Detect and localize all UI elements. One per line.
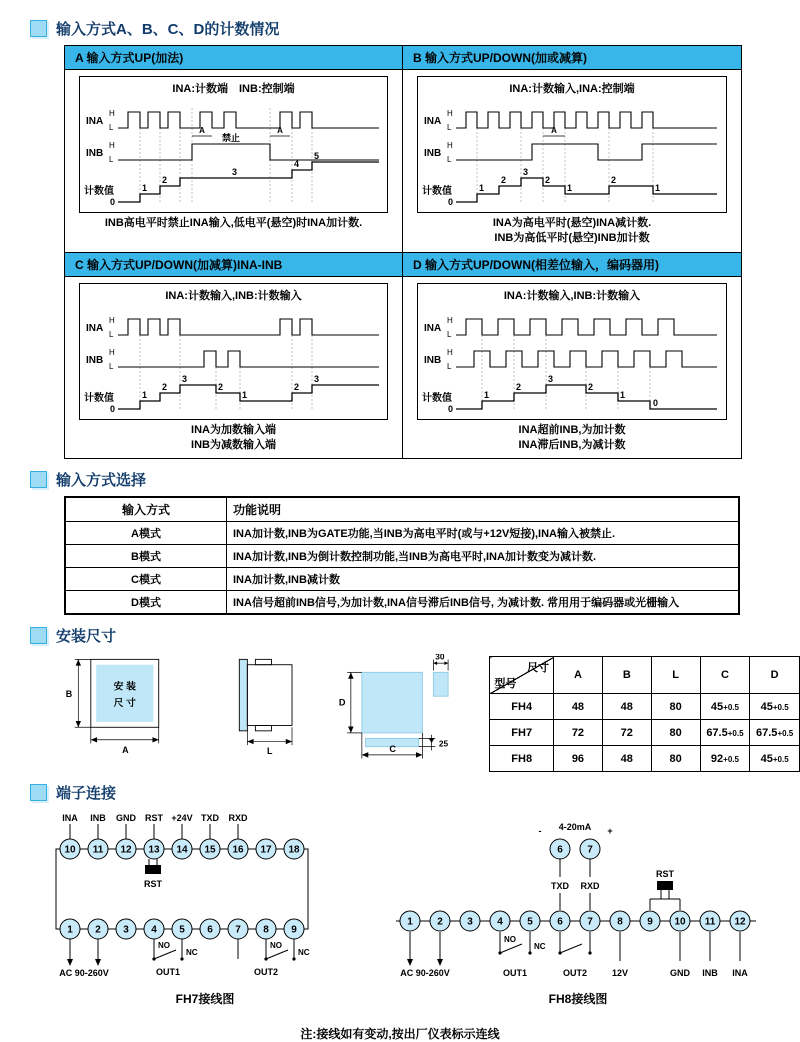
mode-description-cell: INA加计数,INB为GATE功能,当INB为高电平时(或与+12V短接),INA输入被禁止. [227, 522, 740, 545]
ina-waveform [118, 112, 379, 128]
rst-label: RST [144, 879, 162, 890]
terminal-number: 6 [557, 916, 563, 928]
count-label: 计数值 [422, 392, 452, 404]
nc-contact-label: NC [534, 942, 546, 952]
terminal-number: 14 [176, 844, 188, 856]
note-line: INB高电平时禁止INA输入,低电平(悬空)时INA加计数. [104, 217, 363, 229]
section-input-mode-select [30, 469, 800, 490]
panel-c-note [71, 423, 396, 453]
fh7-wiring-block [40, 809, 370, 1007]
dim-30-label: 30 [434, 654, 445, 662]
rst-label: RST [656, 869, 674, 880]
minus-label: - [538, 826, 542, 837]
dim-d-label: D [338, 697, 346, 708]
plus-label: + [607, 826, 613, 837]
count-label: 计数值 [422, 186, 452, 197]
out2-label: OUT2 [253, 967, 279, 978]
mode-table-row [65, 522, 739, 545]
fh8-caption: FH8接线图 [548, 992, 608, 1007]
count-values [110, 374, 319, 414]
count-step: 1 [620, 389, 626, 400]
width-mark-a: A [276, 126, 283, 135]
l-level-label: L [447, 329, 452, 339]
count-step: 3 [181, 373, 187, 384]
row-labels [422, 316, 453, 404]
terminal-number: 15 [204, 844, 216, 856]
count-step: 1 [655, 183, 661, 193]
section-title-text: 输入方式A、B、C、D的计数情况 [56, 21, 280, 38]
panel-a-diagram-box [79, 76, 388, 213]
panel-b-note [409, 216, 735, 246]
section-bullet-icon [30, 784, 47, 801]
ac-supply-label: AC 90-260V [400, 968, 450, 979]
mode-description-cell: INA加计数,INB为倒计数控制功能,当INB为高电平时,INA加计数变为减计数. [227, 545, 740, 568]
mode-table-row [65, 591, 739, 615]
dim-b-label: B [65, 689, 73, 700]
fh8-out1-wiring [498, 932, 545, 978]
count-step: 3 [523, 167, 529, 177]
col-header-b: B [602, 657, 651, 694]
count-step: 2 [588, 381, 594, 392]
ac-supply-label: AC 90-260V [59, 968, 109, 979]
inb-label: INB [424, 354, 442, 366]
inb-label: INB [702, 968, 718, 979]
count-step: 2 [217, 381, 223, 392]
dimension-d [339, 673, 362, 734]
inb-label: INB [85, 148, 103, 159]
model-name-cell: FH4 [490, 694, 554, 720]
count-step: 3 [313, 373, 319, 384]
terminal-number: 1 [67, 924, 73, 936]
terminal-number: 5 [179, 924, 185, 936]
panel-d-diagram-box [417, 283, 727, 420]
out2-label: OUT2 [562, 968, 588, 979]
count-step: 2 [516, 381, 522, 392]
mode-name-cell: A模式 [65, 522, 227, 545]
side-view-diagram [225, 654, 323, 757]
h-level-label: H [108, 315, 115, 325]
section-bullet-icon [30, 20, 47, 37]
terminal-number: 1 [407, 916, 413, 928]
ina-waveform [456, 112, 717, 128]
count-zero: 0 [448, 197, 454, 207]
terminal-number: 2 [437, 916, 443, 928]
terminal-number: 10 [64, 844, 76, 856]
txd-label: TXD [551, 881, 569, 892]
panel-c-subtitle: INA:计数输入,INB:计数输入 [165, 289, 302, 302]
dim-25-label: 25 [438, 740, 448, 750]
count-step: 2 [611, 175, 617, 185]
count-step: 2 [293, 381, 299, 392]
width-mark-a: A [551, 126, 557, 135]
terminal-label: RST [145, 813, 163, 824]
col-header-c: C [700, 657, 750, 694]
terminal-number: 3 [123, 924, 129, 936]
dashed-guides [140, 108, 312, 202]
model-name-cell: FH8 [490, 746, 554, 772]
section-title-text: 端子连接 [56, 785, 117, 803]
l-level-label: L [108, 361, 113, 371]
l-level-label: L [447, 123, 452, 132]
note-line: INB为减数输入端 [191, 438, 276, 451]
terminal-number: 10 [674, 916, 686, 928]
fh8-rst-button [650, 869, 680, 910]
dimension-value-cell: 96 [554, 746, 603, 772]
terminal-number: 7 [235, 924, 241, 936]
install-diagrams-row [64, 654, 800, 772]
ina-label: INA [424, 322, 442, 334]
dimension-a [91, 728, 159, 756]
h-level-label: H [108, 141, 115, 150]
dimension-header-row [490, 657, 800, 694]
section-counting-modes [30, 18, 800, 39]
panel-b-subtitle: INA:计数输入,INA:控制端 [509, 83, 635, 95]
gnd-label: GND [670, 968, 690, 979]
mode-description-cell: INA信号超前INB信号,为加计数,INA信号滞后INB信号, 为减计数. 常用用于编码器或光栅输入 [227, 591, 740, 615]
count-staircase [456, 178, 717, 202]
corner-bottom-label: 型号 [494, 678, 517, 691]
panel-b-diagram-box [417, 76, 727, 213]
terminal-number: 12 [734, 916, 746, 928]
out1-label: OUT1 [155, 967, 181, 978]
panel-mode-c [65, 253, 403, 459]
dimension-value-cell: 48 [554, 694, 603, 720]
count-values [448, 167, 660, 207]
dim-a-label: A [122, 745, 129, 756]
row-labels [84, 109, 115, 197]
count-step: 1 [141, 389, 147, 400]
panel-a-header: A 输入方式UP(加法) [65, 46, 402, 70]
inb-waveform [118, 144, 379, 160]
col-header-d: D [750, 657, 800, 694]
cutout-square [362, 673, 423, 734]
ina-label: INA [732, 968, 748, 979]
count-zero: 0 [448, 403, 454, 414]
section-terminal-wiring [30, 782, 800, 803]
count-zero: 0 [109, 197, 115, 207]
fh7-out2-wiring [238, 939, 310, 977]
dimension-value-cell: 72 [602, 720, 651, 746]
panel-a-note [71, 216, 396, 231]
mode-table-row [65, 545, 739, 568]
corner-cell [490, 657, 554, 694]
count-zero: 0 [109, 403, 115, 414]
terminal-number: 7 [587, 844, 593, 856]
description-column-header: 功能说明 [227, 497, 740, 522]
count-step: 2 [161, 175, 167, 185]
count-step: 2 [161, 381, 167, 392]
fh8-out2-wiring [558, 932, 591, 978]
fh8-serial-labels [551, 881, 600, 910]
dimension-table [489, 656, 800, 772]
corner-top-label: 尺寸 [527, 662, 550, 675]
section-title-text: 安装尺寸 [56, 628, 117, 646]
panel-a-subtitle: INA:计数端 INB:控制端 [172, 83, 295, 95]
count-step: 1 [241, 389, 247, 400]
dimension-value-cell: 48 [602, 746, 651, 772]
count-staircase [118, 385, 379, 409]
inb-waveform [118, 351, 379, 367]
cutout-tab [433, 673, 448, 697]
forbid-label: 禁止 [221, 133, 240, 143]
terminal-number: 2 [95, 924, 101, 936]
dimension-30 [433, 654, 448, 671]
mode-name-cell: C模式 [65, 568, 227, 591]
section-bullet-icon [30, 627, 47, 644]
dimension-value-tol-cell: 45+0.5 [750, 746, 800, 772]
fh8-loop-terminals [550, 839, 600, 859]
meter-body-outline [56, 849, 308, 929]
terminal-number: 9 [291, 924, 297, 936]
terminal-label: INA [62, 813, 78, 824]
footer-note: 注:接线如有变动,按出厂仪表标示连线 [300, 1027, 500, 1042]
dim-l-label: L [267, 746, 273, 757]
dimension-value-tol-cell: 67.5+0.5 [750, 720, 800, 746]
note-line: INB为高低平时(悬空)INB加计数 [494, 231, 650, 244]
fh7-caption: FH7接线图 [175, 992, 235, 1007]
panel-c-diagram-box [79, 283, 388, 420]
section-install-dimensions [30, 625, 800, 646]
nc-contact-label: NC [298, 948, 310, 958]
terminal-number: 11 [704, 916, 716, 928]
terminal-label: TXD [201, 813, 219, 824]
mode-table-header-row [65, 497, 739, 522]
terminal-number: 12 [120, 844, 132, 856]
dimension-value-cell: 80 [651, 746, 700, 772]
dashed-guides [140, 335, 312, 409]
install-label-1: 安 装 [113, 682, 136, 694]
terminal-number: 16 [232, 844, 244, 856]
fh7-rst-button [144, 859, 163, 889]
no-contact-label: NO [158, 941, 170, 951]
h-level-label: H [108, 109, 115, 118]
mode-description-cell: INA加计数,INB减计数 [227, 568, 740, 591]
terminal-number: 4 [497, 916, 503, 928]
annotations [192, 126, 290, 143]
terminal-number: 17 [260, 844, 272, 856]
h-level-label: H [447, 347, 453, 357]
no-contact-label: NO [504, 935, 516, 945]
mode-panels-grid [64, 45, 742, 459]
nc-contact-label: NC [186, 948, 198, 958]
inb-waveform [456, 351, 717, 367]
note-line: INA超前INB,为加计数 [518, 423, 626, 436]
terminal-number: 13 [148, 844, 160, 856]
terminal-label: +24V [171, 813, 193, 824]
dimension-value-tol-cell: 92+0.5 [700, 746, 750, 772]
count-staircase [456, 385, 717, 409]
fh7-out1-wiring [152, 939, 197, 977]
clamp-top [256, 660, 272, 665]
count-step: 5 [313, 151, 319, 161]
dimension-25 [418, 735, 448, 751]
dimension-row [490, 694, 800, 720]
fh8-wiring-diagram [388, 821, 768, 981]
fh8-wiring-block [388, 821, 768, 1007]
dimension-value-tol-cell: 67.5+0.5 [700, 720, 750, 746]
dimension-b [66, 660, 91, 728]
timing-diagram-d [422, 303, 722, 419]
dimension-row [490, 720, 800, 746]
dimension-value-cell: 80 [651, 720, 700, 746]
terminal-number: 11 [92, 844, 104, 856]
h-level-label: H [447, 109, 453, 118]
12v-label: 12V [611, 968, 629, 979]
count-values [448, 374, 658, 414]
fh7-wiring-diagram [40, 809, 370, 981]
panel-b-header: B 输入方式UP/DOWN(加或减算) [403, 46, 741, 70]
dim-c-label: C [389, 744, 396, 755]
panel-d-note [409, 423, 735, 453]
count-step: 2 [545, 175, 551, 185]
count-step: 1 [484, 389, 490, 400]
fh7-label-stubs [70, 824, 238, 839]
mode-table-row [65, 568, 739, 591]
l-level-label: L [447, 361, 452, 371]
body-side [248, 665, 293, 726]
row-labels [422, 109, 453, 197]
install-label-2: 尺 寸 [113, 698, 136, 710]
no-contact-label: NO [270, 941, 282, 951]
terminal-number: 8 [263, 924, 269, 936]
terminal-number: 9 [647, 916, 653, 928]
l-level-label: L [108, 329, 113, 339]
fh8-aux-wiring [612, 932, 748, 978]
col-header-l: L [651, 657, 700, 694]
terminal-number: 18 [288, 844, 300, 856]
count-values [110, 151, 319, 207]
terminal-number: 4 [151, 924, 157, 936]
panel-d-header: D 输入方式UP/DOWN(相差位输入，编码器用) [403, 253, 741, 277]
ina-waveform [456, 319, 717, 335]
ina-waveform [118, 319, 379, 335]
panel-c-header: C 输入方式UP/DOWN(加减算)INA-INB [65, 253, 402, 277]
count-step: 1 [141, 183, 147, 193]
dimension-value-tol-cell: 45+0.5 [750, 694, 800, 720]
count-label: 计数值 [83, 392, 114, 404]
dimension-value-cell: 80 [651, 694, 700, 720]
terminal-number: 3 [467, 916, 473, 928]
h-level-label: H [447, 315, 453, 325]
inb-label: INB [85, 354, 103, 366]
ina-label: INA [85, 116, 103, 127]
section-bullet-icon [30, 471, 47, 488]
timing-diagram-b [422, 96, 722, 212]
l-level-label: L [108, 123, 113, 132]
mode-column-header: 输入方式 [65, 497, 227, 522]
fh8-ac-wiring [400, 932, 450, 978]
note-line: INA滞后INB,为减计数 [518, 438, 626, 451]
section-title-text: 输入方式选择 [56, 472, 147, 490]
dimension-value-cell: 48 [602, 694, 651, 720]
terminal-number: 5 [527, 916, 533, 928]
fh7-bottom-terminals [60, 919, 304, 939]
l-level-label: L [447, 155, 452, 164]
cutout-view-diagram [338, 654, 476, 760]
mode-name-cell: D模式 [65, 591, 227, 615]
panel-mode-d [403, 253, 741, 459]
terminal-number: 7 [587, 916, 593, 928]
bezel-side [240, 660, 248, 731]
count-step: 4 [293, 159, 299, 169]
panel-d-subtitle: INA:计数输入,INB:计数输入 [503, 289, 641, 302]
inb-label: INB [424, 148, 442, 159]
count-step: 3 [548, 373, 554, 384]
out1-label: OUT1 [502, 968, 528, 979]
fh7-ac-wiring [59, 939, 109, 978]
h-level-label: H [447, 141, 453, 150]
inb-waveform [456, 144, 717, 160]
terminal-number: 8 [617, 916, 623, 928]
ina-label: INA [424, 116, 442, 127]
count-label: 计数值 [83, 186, 114, 197]
width-mark-a: A [198, 126, 205, 135]
h-level-label: H [108, 347, 115, 357]
terminal-number: 6 [557, 844, 563, 856]
loop-label: 4-20mA [558, 822, 592, 833]
dimension-value-tol-cell: 45+0.5 [700, 694, 750, 720]
wiring-diagrams-row [40, 809, 800, 1007]
count-step: 2 [501, 175, 507, 185]
panel-face [96, 665, 153, 722]
dimension-value-cell: 72 [554, 720, 603, 746]
rxd-label: RXD [580, 881, 600, 892]
count-step: 3 [231, 167, 237, 177]
count-staircase [118, 162, 379, 202]
clamp-bottom [256, 726, 272, 731]
mode-name-cell: B模式 [65, 545, 227, 568]
fh7-top-labels [62, 813, 248, 823]
count-step: 1 [567, 183, 573, 193]
terminal-label: GND [116, 813, 136, 824]
l-level-label: L [108, 155, 113, 164]
count-step: 1 [479, 183, 485, 193]
timing-diagram-a [84, 96, 384, 212]
count-step: 0 [653, 397, 659, 408]
ina-label: INA [85, 322, 103, 334]
terminal-label: INB [90, 813, 106, 824]
col-header-a: A [554, 657, 603, 694]
timing-diagram-c [84, 303, 384, 419]
terminal-number: 6 [207, 924, 213, 936]
row-labels [84, 316, 115, 404]
model-name-cell: FH7 [490, 720, 554, 746]
panel-mode-a [65, 46, 403, 253]
input-mode-table [64, 496, 740, 615]
front-view-diagram [64, 654, 211, 757]
fh7-top-terminals [60, 839, 304, 859]
note-line: INA为高电平时(悬空)INA减计数. [492, 217, 652, 229]
dimension-l [248, 728, 293, 757]
dimension-row [490, 746, 800, 772]
panel-mode-b [403, 46, 741, 253]
note-line: INA为加数输入端 [191, 423, 276, 436]
terminal-label: RXD [228, 813, 248, 824]
